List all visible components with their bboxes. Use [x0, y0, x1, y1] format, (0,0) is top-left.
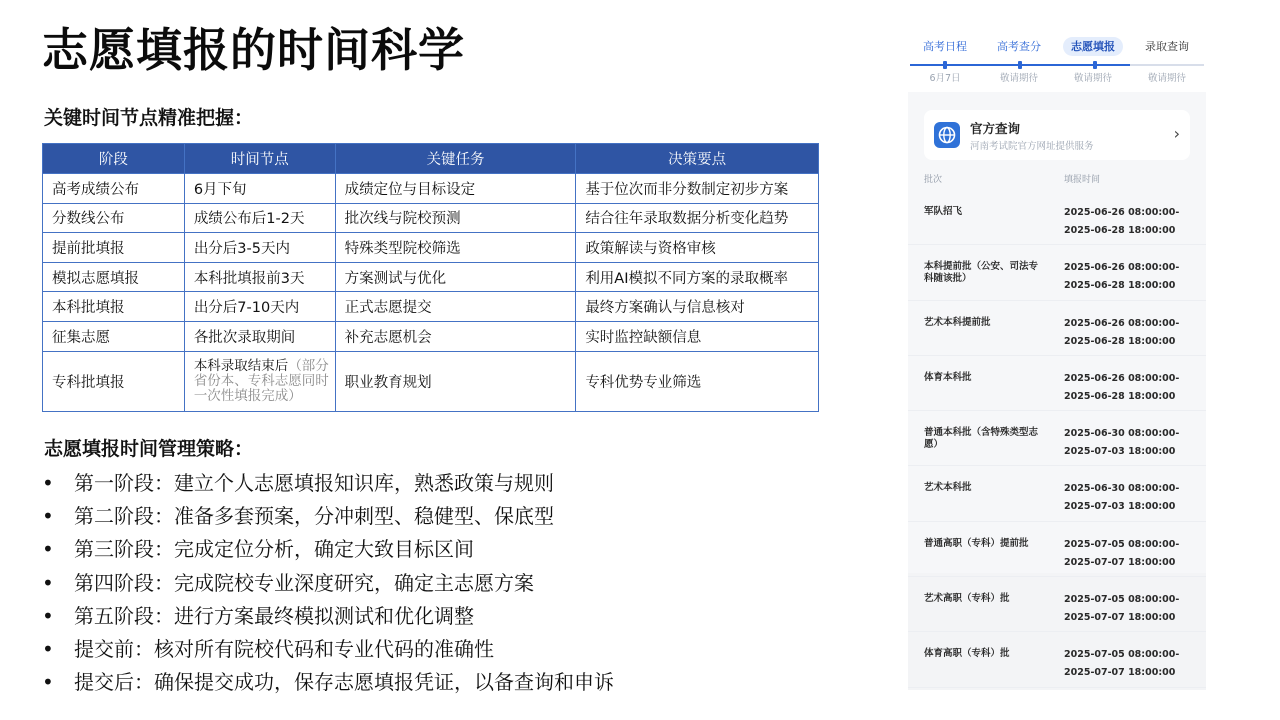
cell-stage: 模拟志愿填报	[43, 262, 185, 292]
batch-time	[1064, 480, 1179, 516]
official-query-card[interactable]	[924, 110, 1190, 160]
tab-label: 高考查分	[997, 40, 1041, 53]
bullet-icon: •	[42, 670, 54, 695]
cell-task: 正式志愿提交	[335, 292, 576, 322]
bullet-icon: •	[42, 603, 54, 628]
batch-time-end: 2025-07-03 18:00:00	[1064, 446, 1176, 458]
batch-time-start: 2025-06-30 08:00:00-	[1064, 428, 1180, 440]
batch-time-end: 2025-06-28 18:00:00	[1064, 280, 1176, 292]
cell-time-text	[194, 359, 335, 404]
table-row	[43, 174, 819, 204]
cell-task: 方案测试与优化	[335, 262, 576, 292]
list-item[interactable]	[908, 411, 1206, 466]
cell-decision: 政策解读与资格审核	[576, 233, 819, 263]
list-item[interactable]	[908, 522, 1206, 577]
batch-time-start: 2025-07-05 08:00:00-	[1064, 538, 1180, 550]
chevron-right-icon: ›	[1173, 124, 1180, 143]
list-item[interactable]	[908, 245, 1206, 300]
list-item[interactable]	[908, 577, 1206, 632]
batch-time-start: 2025-06-26 08:00:00-	[1064, 262, 1180, 274]
cell-time	[184, 351, 335, 411]
section-heading-strategy: 志愿填报时间管理策略：	[44, 438, 254, 460]
list-item	[42, 567, 614, 600]
list-item-text: 第五阶段：进行方案最终模拟测试和优化调整	[74, 603, 474, 628]
bullet-icon: •	[42, 570, 54, 595]
batch-time-start: 2025-06-26 08:00:00-	[1064, 207, 1180, 218]
batch-time	[1064, 536, 1179, 572]
official-query-title: 官方查询	[970, 121, 1021, 136]
batch-time	[1064, 259, 1179, 295]
tab-label: 高考日程	[923, 40, 967, 53]
list-item[interactable]	[908, 632, 1206, 687]
batch-name: 普通本科批（含特殊类型志愿）	[924, 427, 1039, 450]
cell-time: 出分后7-10天内	[184, 292, 335, 322]
tab-date: 敬请期待	[1073, 73, 1112, 84]
tab-date: 敬请期待	[999, 73, 1038, 84]
batch-name: 艺术高职（专科）批	[924, 593, 1010, 605]
cell-stage: 高考成绩公布	[43, 174, 185, 204]
batch-time-start: 2025-07-05 08:00:00-	[1064, 594, 1180, 606]
timeline-dot	[943, 61, 947, 69]
cell-time: 成绩公布后1-2天	[184, 203, 335, 233]
batch-time-end: 2025-06-28 18:00:00	[1064, 335, 1176, 347]
list-header-batch: 批次	[924, 175, 943, 185]
cell-time: 各批次录取期间	[184, 321, 335, 351]
batch-list	[908, 190, 1206, 688]
schedule-table	[42, 143, 819, 412]
batch-time	[1064, 591, 1179, 627]
cell-time-main: 本科录取结束后	[193, 357, 289, 374]
column-header: 时间节点	[184, 144, 335, 174]
table-row	[43, 292, 819, 322]
cell-stage: 本科批填报	[43, 292, 185, 322]
table-row	[43, 351, 819, 411]
batch-time-start: 2025-06-26 08:00:00-	[1064, 372, 1180, 384]
list-item	[42, 467, 614, 500]
table-row	[43, 203, 819, 233]
batch-time-end: 2025-07-07 18:00:00	[1064, 556, 1176, 568]
cell-decision: 基于位次而非分数制定初步方案	[576, 174, 819, 204]
list-item[interactable]	[908, 466, 1206, 521]
batch-time-start: 2025-06-26 08:00:00-	[1064, 317, 1180, 329]
section-heading-key-timepoints: 关键时间节点精准把握：	[44, 107, 254, 129]
cell-decision: 最终方案确认与信息核对	[576, 292, 819, 322]
batch-name: 军队招飞	[924, 206, 963, 217]
table-header-row	[43, 144, 819, 174]
batch-time-end: 2025-07-07 18:00:00	[1064, 667, 1176, 679]
cell-decision: 专科优势专业筛选	[576, 351, 819, 411]
column-header: 关键任务	[335, 144, 576, 174]
batch-time	[1064, 370, 1179, 406]
batch-time	[1064, 204, 1179, 240]
list-item-text: 第三阶段：完成定位分析，确定大致目标区间	[74, 537, 474, 562]
batch-time-start: 2025-07-05 08:00:00-	[1064, 649, 1180, 661]
batch-time-end: 2025-07-03 18:00:00	[1064, 501, 1176, 513]
tab-score-query[interactable]	[982, 38, 1056, 54]
batch-name: 体育本科批	[924, 371, 972, 383]
column-header: 阶段	[43, 144, 185, 174]
batch-name: 体育高职（专科）批	[924, 648, 1010, 660]
bullet-icon: •	[42, 636, 54, 661]
batch-name: 艺术本科批	[924, 482, 972, 494]
cell-stage: 提前批填报	[43, 233, 185, 263]
batch-time-end: 2025-07-07 18:00:00	[1064, 612, 1176, 624]
tab-exam-schedule[interactable]	[908, 38, 982, 54]
cell-decision: 实时监控缺额信息	[576, 321, 819, 351]
bullet-icon: •	[42, 504, 54, 529]
cell-time: 出分后3-5天内	[184, 233, 335, 263]
cell-task: 补充志愿机会	[335, 321, 576, 351]
list-item[interactable]	[908, 301, 1206, 356]
batch-time	[1064, 646, 1179, 682]
timeline-tab-bar	[908, 30, 1206, 92]
batch-time	[1064, 315, 1179, 351]
cell-time: 本科批填报前3天	[184, 262, 335, 292]
tab-label: 录取查询	[1145, 40, 1189, 53]
list-item[interactable]	[908, 356, 1206, 411]
tab-application[interactable]	[1056, 38, 1130, 54]
list-item	[42, 600, 614, 633]
official-query-subtitle: 河南考试院官方网址提供服务	[970, 141, 1094, 152]
batch-name: 本科提前批（公安、司法专科随该批）	[924, 261, 1039, 284]
cell-task: 特殊类型院校筛选	[335, 233, 576, 263]
tab-date: 6月7日	[929, 73, 961, 84]
batch-time	[1064, 425, 1179, 461]
list-item[interactable]	[908, 190, 1206, 245]
list-item-text: 第一阶段：建立个人志愿填报知识库，熟悉政策与规则	[74, 471, 554, 495]
cell-stage: 征集志愿	[43, 321, 185, 351]
cell-time-note: （部分省份本、专科志愿同时一次性填报完成）	[193, 357, 329, 404]
batch-name: 普通高职（专科）提前批	[924, 537, 1029, 549]
cell-stage: 分数线公布	[43, 203, 185, 233]
list-item	[42, 666, 614, 699]
timeline-dot	[1018, 61, 1022, 69]
list-item-text: 第二阶段：准备多套预案，分冲刺型、稳健型、保底型	[74, 504, 554, 529]
cell-task: 职业教育规划	[335, 351, 576, 411]
batch-time-end: 2025-06-28 18:00:00	[1064, 225, 1176, 236]
cell-task: 批次线与院校预测	[335, 203, 576, 233]
tab-date: 敬请期待	[1147, 73, 1186, 84]
batch-time-end: 2025-06-28 18:00:00	[1064, 390, 1176, 402]
list-item	[42, 500, 614, 533]
list-item-text: 第四阶段：完成院校专业深度研究，确定主志愿方案	[74, 570, 534, 595]
list-header-time: 填报时间	[1064, 175, 1101, 185]
cell-decision: 利用AI模拟不同方案的录取概率	[576, 262, 819, 292]
cell-decision: 结合往年录取数据分析变化趋势	[576, 203, 819, 233]
bullet-icon: •	[42, 537, 54, 562]
cell-task: 成绩定位与目标设定	[335, 174, 576, 204]
list-item	[42, 533, 614, 566]
timeline-dot	[1093, 61, 1097, 69]
bullet-icon: •	[42, 471, 54, 495]
phone-screenshot	[908, 30, 1206, 690]
globe-icon	[934, 122, 960, 148]
table-row	[43, 262, 819, 292]
cell-stage: 专科批填报	[43, 351, 185, 411]
table-row	[43, 233, 819, 263]
tab-label: 志愿填报	[1063, 37, 1123, 56]
strategy-list	[42, 467, 614, 699]
cell-time: 6月下旬	[184, 174, 335, 204]
list-item-text: 提交后：确保提交成功，保存志愿填报凭证，以备查询和申诉	[74, 670, 614, 695]
column-header: 决策要点	[576, 144, 819, 174]
slide-title: 志愿填报的时间科学	[42, 23, 465, 77]
list-item-text: 提交前：核对所有院校代码和专业代码的准确性	[74, 636, 494, 661]
table-row	[43, 321, 819, 351]
batch-name: 艺术本科提前批	[924, 316, 991, 328]
list-item	[42, 633, 614, 666]
tab-admission-query[interactable]	[1130, 38, 1204, 54]
batch-time-start: 2025-06-30 08:00:00-	[1064, 483, 1180, 495]
